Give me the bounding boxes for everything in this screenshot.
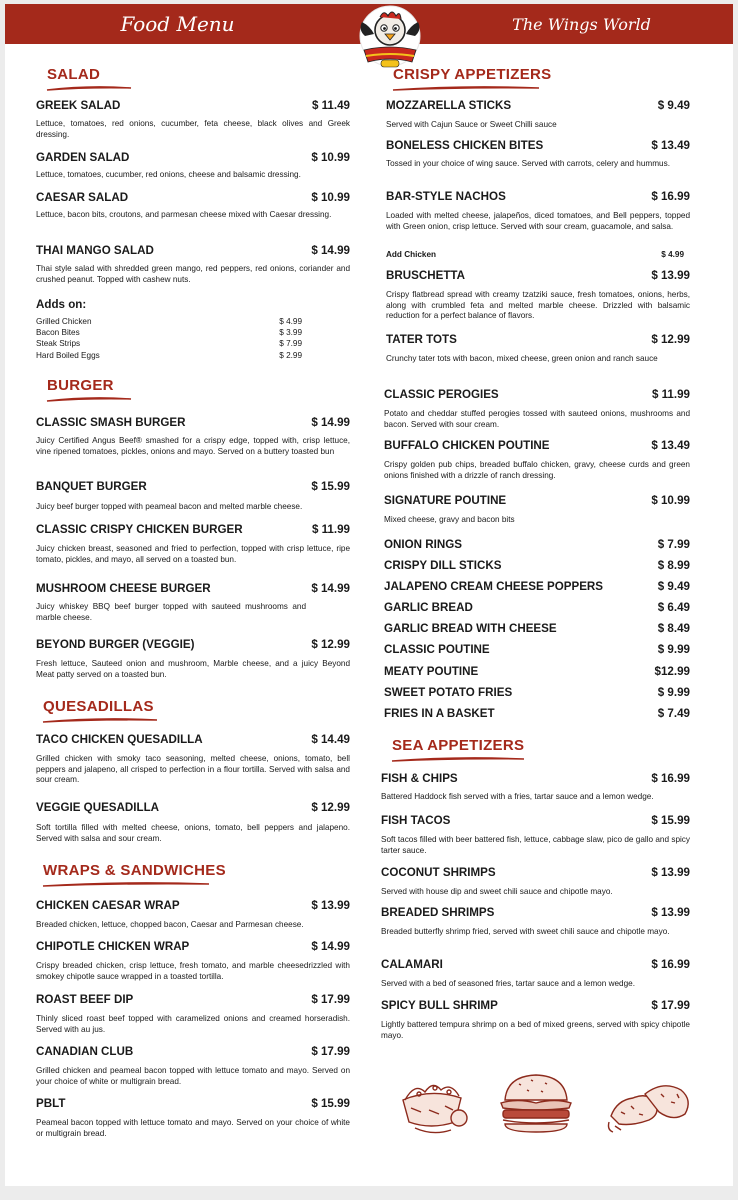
menu-item-row (36, 151, 350, 164)
menu-item-row (36, 416, 350, 429)
item-description: Soft tortilla filled with melted cheese, onions, tomato, bell peppers and jalapeno. Served with salsa and sour cream. (36, 823, 350, 843)
menu-item-row (36, 1045, 350, 1058)
item-name: ROAST BEEF DIP (36, 993, 134, 1006)
menu-item-row (36, 1097, 350, 1110)
item-name: PBLT (36, 1097, 66, 1110)
item-description: Served with a bed of seasoned fries, tartar sauce and a lemon wedge. (381, 979, 635, 988)
item-price: $ 9.99 (657, 686, 690, 699)
item-name: BANQUET BURGER (36, 480, 147, 493)
item-description: Breaded chicken, lettuce, chopped bacon, Caesar and Parmesan cheese. (36, 920, 304, 929)
wraps-title-text: WRAPS & SANDWICHES (43, 862, 226, 879)
menu-item-row (36, 801, 350, 814)
item-name: BUFFALO CHICKEN POUTINE (384, 439, 550, 452)
item-description: Breaded butterfly shrimp fried, served with sweet chili sauce and chipotle mayo. (381, 927, 670, 936)
item-name: CHIPOTLE CHICKEN WRAP (36, 940, 190, 953)
item-description: Thinly sliced roast beef topped with caramelized onions and creamed horseradish. Served with au jus. (36, 1014, 350, 1034)
add-on-name: Steak Strips (36, 339, 81, 349)
item-description: Crunchy tater tots with bacon, mixed cheese, green onion and ranch sauce (386, 354, 658, 363)
adds-on-title: Adds on: (36, 298, 87, 311)
item-description: Battered Haddock fish served with a fries, tartar sauce and a lemon wedge. (381, 792, 654, 801)
item-price: $ 9.99 (657, 643, 690, 656)
item-name: ONION RINGS (384, 538, 462, 551)
item-price: $ 15.99 (311, 480, 350, 493)
item-name: FISH TACOS (381, 814, 451, 827)
item-price: $ 7.99 (657, 538, 690, 551)
burger-section-title (47, 377, 350, 394)
add-on-row (36, 327, 302, 338)
add-on-price: $ 7.99 (279, 339, 302, 349)
item-price: $ 13.99 (311, 899, 350, 912)
item-name: GARDEN SALAD (36, 151, 130, 164)
item-price: $ 13.99 (651, 906, 690, 919)
item-name: JALAPENO CREAM CHEESE POPPERS (384, 580, 604, 593)
item-description: Lettuce, tomatoes, red onions, cucumber, feta cheese, black olives and Greek dressing. (36, 119, 350, 139)
crispy-title-swoosh (391, 85, 541, 92)
item-price: $ 13.49 (651, 139, 690, 152)
item-price: $ 16.99 (651, 772, 690, 785)
add-on-name: Hard Boiled Eggs (36, 350, 100, 360)
item-name: FISH & CHIPS (381, 772, 458, 785)
quesadillas-section-title (43, 698, 350, 715)
header-right-banner (430, 4, 733, 44)
item-price: $ 17.99 (311, 993, 350, 1006)
header-left-title: Food Menu (120, 12, 235, 36)
menu-item-row (36, 899, 350, 912)
add-on-price: $ 4.99 (661, 250, 684, 259)
item-price: $ 12.99 (311, 638, 350, 651)
item-price: $ 12.99 (311, 801, 350, 814)
add-on-name: Add Chicken (386, 250, 437, 259)
menu-item-row (381, 958, 690, 971)
item-description: Grilled chicken with smoky taco seasoning, melted cheese, onions, tomato, bell peppers and jalapeno, all crisped to perfection in a flour tortilla. Served with salsa and sour cream. (36, 754, 350, 785)
item-description: Loaded with melted cheese, jalapeños, diced tomatoes, and Bell peppers, topped with Green onion, crisp lettuce. Served with sour cream, guacamole, and salsa. (386, 211, 690, 231)
item-price: $12.99 (654, 665, 690, 678)
item-price: $ 14.99 (311, 416, 350, 429)
chicken-wings-illustration (603, 1076, 695, 1134)
item-description: Soft tacos filled with beer battered fish, lettuce, cabbage slaw, pico de gallo and spicy tarter sauce. (381, 835, 690, 855)
item-price: $ 17.99 (651, 999, 690, 1012)
salad-section-title (47, 66, 350, 83)
item-price: $ 16.99 (651, 958, 690, 971)
wraps-title-swoosh (41, 881, 211, 888)
menu-item-row (386, 269, 690, 282)
item-price: $ 6.49 (657, 601, 690, 614)
item-name: TATER TOTS (386, 333, 457, 346)
menu-item-row (386, 333, 690, 346)
item-name: CLASSIC POUTINE (384, 643, 490, 656)
item-price: $ 15.99 (311, 1097, 350, 1110)
item-name: BREADED SHRIMPS (381, 906, 495, 919)
menu-page (5, 4, 733, 1186)
burger-title-text: BURGER (47, 377, 114, 394)
item-name: COCONUT SHRIMPS (381, 866, 496, 879)
item-price: $ 9.49 (657, 99, 690, 112)
item-description: Lightly battered tempura shrimp on a bed of mixed greens, served with spicy chipotle mayo. (381, 1020, 690, 1040)
quesadillas-title-text: QUESADILLAS (43, 698, 154, 715)
item-name: FRIES IN A BASKET (384, 707, 495, 720)
menu-item-row (384, 622, 690, 635)
header-left-banner (5, 4, 350, 44)
item-price: $ 12.99 (651, 333, 690, 346)
menu-item-row (381, 999, 690, 1012)
item-description: Crispy flatbread spread with creamy tzatziki sauce, fresh tomatoes, onions, herbs, along with crumbled feta and melted marble cheese. Drizzled with balsamic reduction for a perfect balance of flavors. (386, 290, 690, 321)
burger-illustration (497, 1070, 575, 1136)
item-description: Juicy whiskey BBQ beef burger topped with sauteed mushrooms and marble cheese. (36, 602, 306, 622)
menu-item-row (36, 191, 350, 204)
item-name: SWEET POTATO FRIES (384, 686, 513, 699)
item-name: TACO CHICKEN QUESADILLA (36, 733, 203, 746)
nachos-add-on (386, 250, 684, 259)
item-price: $ 16.99 (651, 190, 690, 203)
item-name: GREEK SALAD (36, 99, 121, 112)
item-description: Lettuce, bacon bits, croutons, and parmesan cheese mixed with Caesar dressing. (36, 210, 332, 219)
item-name: VEGGIE QUESADILLA (36, 801, 160, 814)
item-price: $ 11.99 (651, 388, 690, 401)
menu-item-row (381, 772, 690, 785)
menu-item-row (381, 906, 690, 919)
menu-item-row (36, 733, 350, 746)
add-on-name: Grilled Chicken (36, 317, 92, 326)
item-name: CANADIAN CLUB (36, 1045, 134, 1058)
item-price: $ 14.99 (311, 244, 350, 257)
item-name: BAR-STYLE NACHOS (386, 190, 506, 203)
item-name: CRISPY DILL STICKS (384, 559, 502, 572)
burger-title-swoosh (45, 396, 133, 403)
item-price: $ 13.99 (651, 269, 690, 282)
item-description: Crispy breaded chicken, crisp lettuce, fresh tomato, and marble cheesedrizzled with smokey chipotle sauce wrapped in a toasted tortilla. (36, 961, 350, 981)
menu-item-row (384, 580, 690, 593)
item-name: BONELESS CHICKEN BITES (386, 139, 544, 152)
item-price: $ 17.99 (311, 1045, 350, 1058)
menu-item-row (36, 480, 350, 493)
item-name: MUSHROOM CHEESE BURGER (36, 582, 211, 595)
salad-title-swoosh (45, 85, 133, 92)
crispy-title-text: CRISPY APPETIZERS (393, 66, 552, 83)
add-on-name: Bacon Bites (36, 328, 80, 338)
sea-title-swoosh (390, 756, 526, 763)
item-description: Mixed cheese, gravy and bacon bits (384, 515, 515, 524)
item-price: $ 14.49 (311, 733, 350, 746)
menu-item-row (384, 665, 690, 678)
add-on-row (36, 338, 302, 349)
item-description: Thai style salad with shredded green mango, red peppers, red onions, coriander and crushed peanut. Topped with cashew nuts. (36, 264, 350, 284)
sea-section-title (392, 737, 690, 754)
menu-item-row (386, 139, 690, 152)
crispy-section-title (393, 66, 690, 83)
item-price: $ 13.99 (651, 866, 690, 879)
quesadillas-title-swoosh (41, 717, 159, 724)
item-name: CAESAR SALAD (36, 191, 129, 204)
menu-item-row (36, 99, 350, 112)
item-name: CHICKEN CAESAR WRAP (36, 899, 180, 912)
item-price: $ 10.99 (311, 151, 350, 164)
item-description: Served with house dip and sweet chili sauce and chipotle mayo. (381, 887, 613, 896)
menu-item-row (36, 244, 350, 257)
item-description: Grilled chicken and peameal bacon topped with lettuce tomato and mayo. Served on your choice of white or multigrain bread. (36, 1066, 350, 1086)
item-price: $ 10.99 (651, 494, 690, 507)
item-description: Potato and cheddar stuffed perogies tossed with sauteed onions, mushrooms and bacon. Served with sour cream. (384, 409, 690, 429)
header-right-title: The Wings World (512, 14, 651, 34)
salad-title-text: SALAD (47, 66, 101, 83)
item-description: Crispy golden pub chips, breaded buffalo chicken, gravy, cheese curds and green onions finished with a drizzle of ranch dressing. (384, 460, 690, 480)
menu-item-row (384, 559, 690, 572)
menu-item-row (381, 866, 690, 879)
item-name: GARLIC BREAD WITH CHEESE (384, 622, 557, 635)
item-price: $ 11.99 (311, 523, 350, 536)
sea-title-text: SEA APPETIZERS (392, 737, 525, 754)
item-name: MEATY POUTINE (384, 665, 479, 678)
wraps-section-title (43, 862, 350, 879)
item-price: $ 8.49 (657, 622, 690, 635)
item-price: $ 15.99 (651, 814, 690, 827)
menu-item-row (36, 638, 350, 651)
menu-item-row (384, 686, 690, 699)
item-name: SPICY BULL SHRIMP (381, 999, 498, 1012)
item-price: $ 11.49 (311, 99, 350, 112)
nachos-bowl-illustration (395, 1074, 473, 1136)
item-name: CLASSIC CRISPY CHICKEN BURGER (36, 523, 243, 536)
add-on-price: $ 2.99 (279, 350, 302, 360)
menu-item-row (36, 582, 350, 595)
menu-item-row (384, 601, 690, 614)
adds-on-list (36, 316, 302, 361)
menu-item-row (381, 814, 690, 827)
menu-item-row (384, 439, 690, 452)
menu-item-row (36, 993, 350, 1006)
item-price: $ 13.49 (651, 439, 690, 452)
item-name: THAI MANGO SALAD (36, 244, 154, 257)
wings-world-logo (350, 4, 430, 74)
menu-item-row (384, 707, 690, 720)
item-description: Juicy beef burger topped with peameal bacon and melted marble cheese. (36, 502, 303, 511)
item-description: Juicy Certified Angus Beef® smashed for a crispy edge, topped with, crisp lettuce, vine ripened tomatoes, pickles, onions and mayo. Served on a buttery toasted bun (36, 436, 350, 456)
menu-item-row (384, 538, 690, 551)
menu-item-row (386, 99, 690, 112)
menu-item-row (384, 388, 690, 401)
item-description: Served with Cajun Sauce or Sweet Chilli sauce (386, 120, 557, 129)
item-description: Lettuce, tomatoes, cucumber, red onions, cheese and balsamic dressing. (36, 170, 301, 179)
item-name: CLASSIC PEROGIES (384, 388, 499, 401)
menu-item-row (36, 523, 350, 536)
item-price: $ 8.99 (657, 559, 690, 572)
item-description: Tossed in your choice of wing sauce. Served with carrots, celery and hummus. (386, 159, 670, 168)
item-price: $ 10.99 (311, 191, 350, 204)
menu-item-row (386, 190, 690, 203)
item-price: $ 14.99 (311, 582, 350, 595)
menu-item-row (36, 940, 350, 953)
item-description: Peameal bacon topped with lettuce tomato and mayo. Served on your choice of white or multigrain bread. (36, 1118, 350, 1138)
menu-item-row (384, 494, 690, 507)
item-price: $ 9.49 (657, 580, 690, 593)
item-description: Juicy chicken breast, seasoned and fried to perfection, topped with crisp lettuce, ripe tomato, pickles, and mayo, all served on a toasted bun. (36, 544, 350, 564)
add-on-row (36, 350, 302, 361)
item-name: GARLIC BREAD (384, 601, 473, 614)
item-price: $ 7.49 (657, 707, 690, 720)
item-name: CALAMARI (381, 958, 443, 971)
item-name: BRUSCHETTA (386, 269, 466, 282)
add-on-price: $ 3.99 (279, 328, 302, 338)
add-on-price: $ 4.99 (279, 317, 302, 326)
item-name: SIGNATURE POUTINE (384, 494, 507, 507)
item-description: Fresh lettuce, Sauteed onion and mushroom, Marble cheese, and a juicy Beyond Meat patty served on a toasted bun. (36, 659, 350, 679)
item-name: MOZZARELLA STICKS (386, 99, 512, 112)
item-name: CLASSIC SMASH BURGER (36, 416, 186, 429)
item-price: $ 14.99 (311, 940, 350, 953)
add-on-row (36, 316, 302, 327)
menu-item-row (384, 643, 690, 656)
item-name: BEYOND BURGER (VEGGIE) (36, 638, 195, 651)
